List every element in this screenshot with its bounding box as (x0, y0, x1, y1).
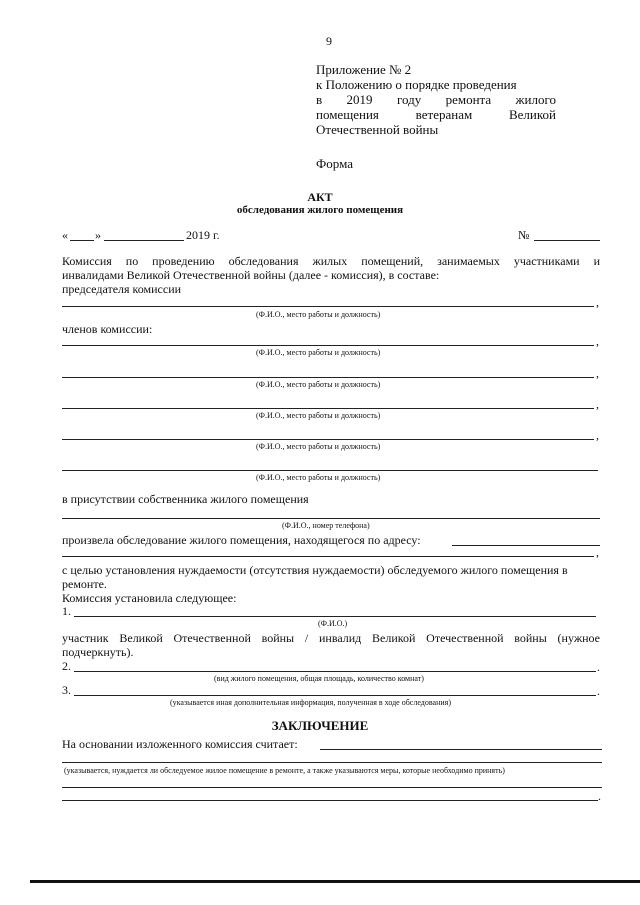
address-field-1[interactable] (452, 545, 600, 546)
member-field-5[interactable] (62, 470, 598, 471)
purpose-line-2: ремонте. (62, 577, 107, 591)
owner-presence-label: в присутствии собственника жилого помещения (62, 492, 309, 506)
member-caption-5: (Ф.И.О., место работы и должность) (256, 473, 381, 482)
appendix-line-4: Отечественной войны (316, 122, 439, 137)
member-caption-3: (Ф.И.О., место работы и должность) (256, 411, 381, 420)
conclusion-field-4[interactable] (62, 800, 598, 801)
act-number-field[interactable] (534, 240, 600, 241)
item-3-field[interactable] (74, 695, 596, 696)
member-comma-2: , (596, 366, 599, 380)
address-comma: , (596, 545, 599, 559)
commission-intro-line-2: инвалидами Великой Отечественной войны (далее - комиссия), в составе: (62, 268, 440, 282)
chairman-field[interactable] (62, 306, 594, 307)
date-day-field[interactable] (70, 240, 94, 241)
item-3-caption: (указывается иная дополнительная информация, полученная в ходе обследования) (170, 698, 451, 707)
conclusion-period: . (598, 789, 601, 803)
date-open-quote: « (62, 228, 68, 242)
member-field-1[interactable] (62, 345, 594, 346)
member-field-4[interactable] (62, 439, 594, 440)
established-label: Комиссия установила следующее: (62, 591, 237, 605)
item-1-number: 1. (62, 604, 71, 618)
appendix-line-2: в 2019 году ремонта жилого (316, 92, 556, 107)
appendix-block (316, 62, 556, 137)
member-comma-3: , (596, 397, 599, 411)
conclusion-field-3[interactable] (62, 787, 602, 788)
member-comma-1: , (596, 334, 599, 348)
bottom-divider (30, 880, 640, 883)
date-month-field[interactable] (104, 240, 184, 241)
item-2-caption: (вид жилого помещения, общая площадь, количество комнат) (214, 674, 424, 683)
members-label: членов комиссии: (62, 322, 153, 336)
chairman-comma: , (596, 295, 599, 309)
item-2-number: 2. (62, 659, 71, 673)
conclusion-title: ЗАКЛЮЧЕНИЕ (271, 718, 369, 733)
item-2-period: . (597, 660, 600, 674)
conclusion-text: На основании изложенного комиссия считает: (62, 737, 298, 751)
item-2-field[interactable] (74, 671, 596, 672)
owner-caption: (Ф.И.О., номер телефона) (282, 521, 370, 530)
veteran-line-1: участник Великой Отечественной войны / инвалид Великой Отечественной войны (нужное (62, 631, 600, 645)
commission-intro-line-1: Комиссия по проведению обследования жилых помещений, занимаемых участниками и (62, 254, 600, 268)
date-close-quote: » (95, 228, 101, 242)
item-1-caption: (Ф.И.О.) (318, 619, 348, 628)
purpose-line-1: с целью установления нуждаемости (отсутствия нуждаемости) обследуемого жилого помещения в (62, 563, 568, 577)
page-number: 9 (326, 34, 332, 48)
date-year: 2019 г. (186, 228, 220, 242)
member-caption-4: (Ф.И.О., место работы и должность) (256, 442, 381, 451)
act-title: АКТ (307, 190, 333, 204)
appendix-line-3: помещения ветеранам Великой (316, 107, 556, 122)
conclusion-caption: (указывается, нуждается ли обследуемое жилое помещение в ремонте, а также указываются меры, которые необходимо принять) (64, 766, 505, 775)
member-comma-4: , (596, 428, 599, 442)
item-1-field[interactable] (74, 616, 596, 617)
member-caption-1: (Ф.И.О., место работы и должность) (256, 348, 381, 357)
item-3-period: . (597, 684, 600, 698)
appendix-title: Приложение № 2 (316, 62, 412, 77)
number-sign: № (518, 228, 530, 242)
veteran-line-2: подчеркнуть). (62, 645, 134, 659)
chairman-caption: (Ф.И.О., место работы и должность) (256, 310, 381, 319)
inspection-address-label: произвела обследование жилого помещения, находящегося по адресу: (62, 533, 421, 547)
member-caption-2: (Ф.И.О., место работы и должность) (256, 380, 381, 389)
act-subtitle: обследования жилого помещения (236, 204, 404, 216)
chairman-label: председателя комиссии (62, 282, 182, 296)
conclusion-field-2[interactable] (62, 762, 602, 763)
member-field-3[interactable] (62, 408, 594, 409)
item-3-number: 3. (62, 683, 71, 697)
conclusion-field-1[interactable] (320, 749, 602, 750)
owner-field[interactable] (62, 518, 600, 519)
member-field-2[interactable] (62, 377, 594, 378)
appendix-line-1: к Положению о порядке проведения (316, 77, 517, 92)
form-label: Форма (316, 156, 353, 171)
address-field-2[interactable] (62, 556, 594, 557)
